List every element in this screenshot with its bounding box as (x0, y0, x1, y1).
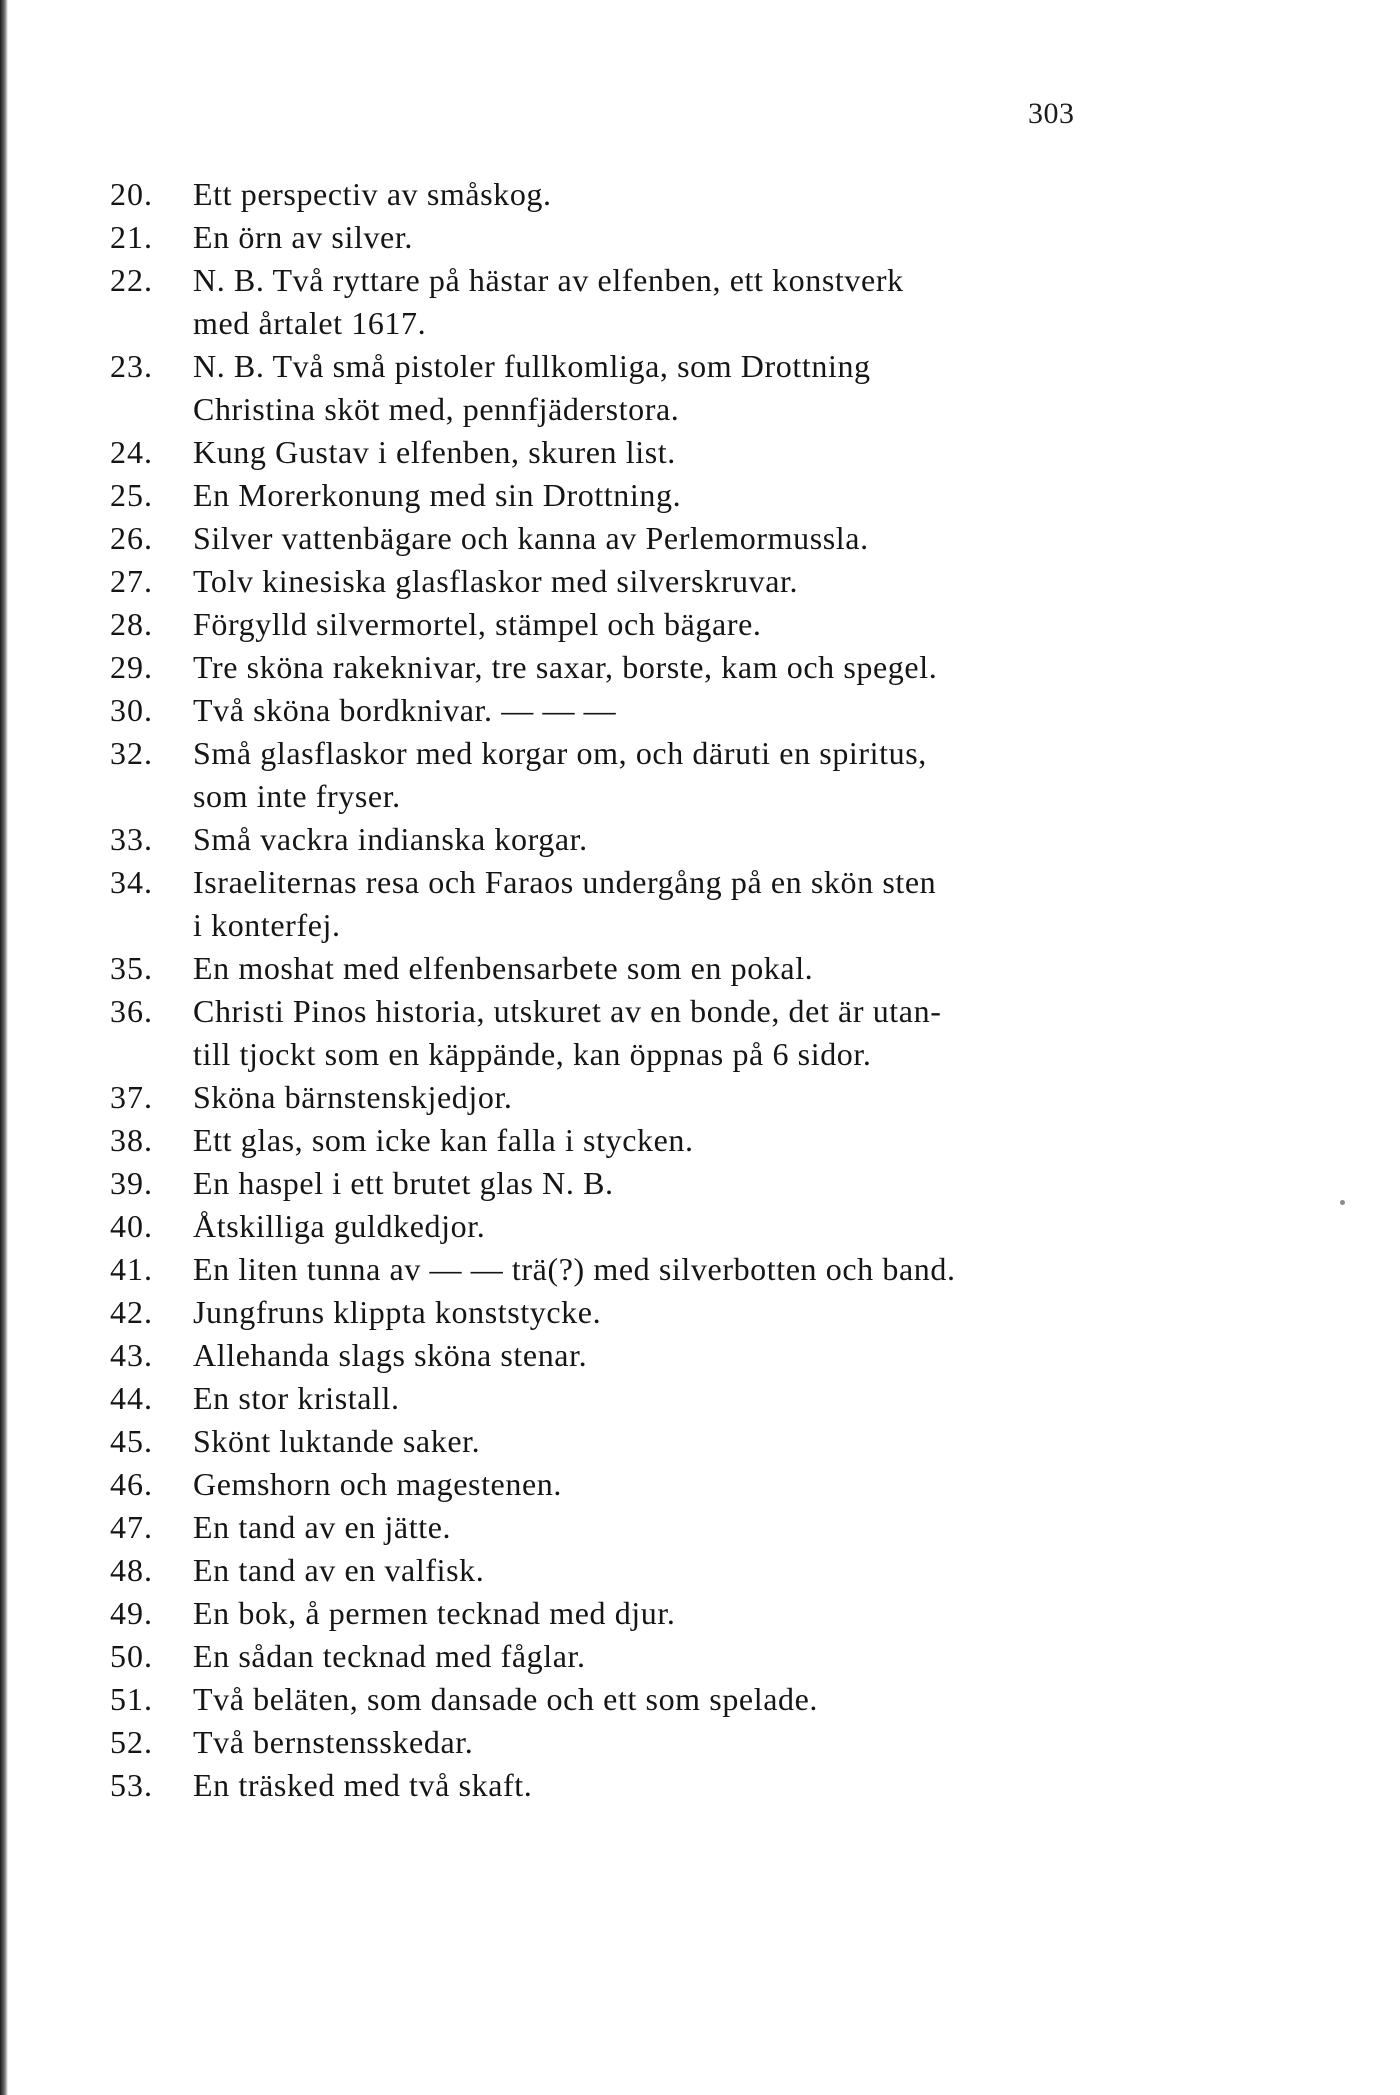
item-text: En liten tunna av — — trä(?) med silverbotten och band. (193, 1251, 956, 1287)
list-item (0, 1162, 1400, 1205)
list-item (0, 517, 1400, 560)
item-text: Två beläten, som dansade och ett som spelade. (193, 1681, 819, 1717)
item-number: 30. (110, 692, 153, 728)
item-number: 50. (110, 1638, 153, 1674)
item-text: Sköna bärnstenskjedjor. (193, 1079, 513, 1115)
list-item (0, 818, 1400, 861)
item-number: 24. (110, 434, 153, 470)
item-number: 35. (110, 950, 153, 986)
item-number: 53. (110, 1767, 153, 1803)
item-text: Silver vattenbägare och kanna av Perlemormussla. (193, 520, 869, 556)
item-number: 52. (110, 1724, 153, 1760)
item-number: 45. (110, 1423, 153, 1459)
item-number: 20. (110, 176, 153, 212)
item-number: 21. (110, 219, 153, 255)
list-item (0, 1291, 1400, 1334)
list-item (0, 1764, 1400, 1807)
item-number: 34. (110, 864, 153, 900)
item-number: 42. (110, 1294, 153, 1330)
item-text: En haspel i ett brutet glas N. B. (193, 1165, 614, 1201)
list-item (0, 603, 1400, 646)
list-item (0, 1420, 1400, 1463)
item-number: 51. (110, 1681, 153, 1717)
item-number: 23. (110, 348, 153, 384)
item-number: 36. (110, 993, 153, 1029)
list-item (0, 1549, 1400, 1592)
item-text: Kung Gustav i elfenben, skuren list. (193, 434, 676, 470)
item-text: Allehanda slags sköna stenar. (193, 1337, 588, 1373)
item-number: 43. (110, 1337, 153, 1373)
list-item (0, 474, 1400, 517)
item-text: Israeliternas resa och Faraos undergång på en skön sten i konterfej. (193, 864, 937, 943)
item-number: 28. (110, 606, 153, 642)
item-text: Skönt luktande saker. (193, 1423, 481, 1459)
item-text: En sådan tecknad med fåglar. (193, 1638, 586, 1674)
item-text: Ett glas, som icke kan falla i stycken. (193, 1122, 694, 1158)
list-item (0, 732, 1400, 818)
list-item (0, 216, 1400, 259)
item-text: En stor kristall. (193, 1380, 400, 1416)
item-text: Gemshorn och magestenen. (193, 1466, 562, 1502)
list-item (0, 1635, 1400, 1678)
item-text: Små vackra indianska korgar. (193, 821, 588, 857)
list-item (0, 1721, 1400, 1764)
item-number: 25. (110, 477, 153, 513)
list-item (0, 560, 1400, 603)
item-number: 32. (110, 735, 153, 771)
list-item (0, 1248, 1400, 1291)
list-item (0, 173, 1400, 216)
item-text: En tand av en valfisk. (193, 1552, 485, 1588)
page-number: 303 (1028, 97, 1075, 130)
item-number: 27. (110, 563, 153, 599)
paper-speck (1340, 1200, 1345, 1205)
list-item (0, 947, 1400, 990)
item-number: 46. (110, 1466, 153, 1502)
list-item (0, 1377, 1400, 1420)
item-text: Två sköna bordknivar. — — — (193, 692, 617, 728)
inventory-list (0, 173, 1400, 1807)
item-number: 22. (110, 262, 153, 298)
item-text: N. B. Två små pistoler fullkomliga, som Drottning Christina sköt med, pennfjäderstora. (193, 348, 871, 427)
item-text: En moshat med elfenbensarbete som en pokal. (193, 950, 814, 986)
item-text: Åtskilliga guldkedjor. (193, 1208, 486, 1244)
item-text: Tre sköna rakeknivar, tre saxar, borste, kam och spegel. (193, 649, 938, 685)
list-item (0, 1592, 1400, 1635)
item-text: Christi Pinos historia, utskuret av en bonde, det är utan- till tjockt som en käppände, kan öppnas på 6 sidor. (193, 993, 942, 1072)
item-text: Ett perspectiv av småskog. (193, 176, 552, 212)
item-text: Tolv kinesiska glasflaskor med silverskruvar. (193, 563, 799, 599)
list-item (0, 1076, 1400, 1119)
item-text: Förgylld silvermortel, stämpel och bägare. (193, 606, 762, 642)
item-number: 26. (110, 520, 153, 556)
item-number: 47. (110, 1509, 153, 1545)
item-number: 40. (110, 1208, 153, 1244)
item-number: 38. (110, 1122, 153, 1158)
item-text: En bok, å permen tecknad med djur. (193, 1595, 676, 1631)
item-text: Två bernstensskedar. (193, 1724, 474, 1760)
item-number: 41. (110, 1251, 153, 1287)
item-text: En tand av en jätte. (193, 1509, 452, 1545)
list-item (0, 990, 1400, 1076)
list-item (0, 1205, 1400, 1248)
item-number: 37. (110, 1079, 153, 1115)
item-number: 33. (110, 821, 153, 857)
list-item (0, 1334, 1400, 1377)
list-item (0, 431, 1400, 474)
list-item (0, 861, 1400, 947)
item-number: 44. (110, 1380, 153, 1416)
item-text: N. B. Två ryttare på hästar av elfenben, ett konstverk med årtalet 1617. (193, 262, 904, 341)
item-number: 39. (110, 1165, 153, 1201)
item-text: Jungfruns klippta konststycke. (193, 1294, 602, 1330)
item-text: En träsked med två skaft. (193, 1767, 533, 1803)
list-item (0, 1119, 1400, 1162)
item-text: En örn av silver. (193, 219, 413, 255)
list-item (0, 689, 1400, 732)
list-item (0, 1463, 1400, 1506)
item-text: Små glasflaskor med korgar om, och däruti en spiritus, som inte fryser. (193, 735, 927, 814)
list-item (0, 259, 1400, 345)
item-number: 29. (110, 649, 153, 685)
list-item (0, 646, 1400, 689)
item-text: En Morerkonung med sin Drottning. (193, 477, 682, 513)
list-item (0, 345, 1400, 431)
item-number: 49. (110, 1595, 153, 1631)
item-number: 48. (110, 1552, 153, 1588)
list-item (0, 1506, 1400, 1549)
list-item (0, 1678, 1400, 1721)
